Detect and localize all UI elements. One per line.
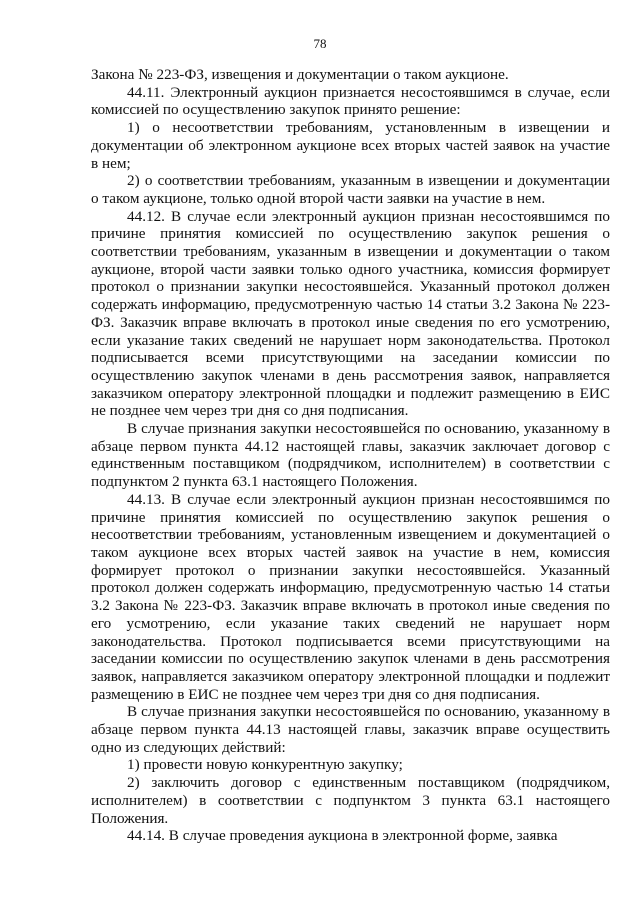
page-number: 78 xyxy=(313,36,327,51)
paragraph: 44.14. В случае проведения аукциона в электронной форме, заявка xyxy=(127,827,558,845)
paragraph: 1) о несоответствии требованиям, установленным в извещении и документации об электронном аукционе всех вторых частей заявок на участие в нем; xyxy=(91,119,610,172)
paragraph: 2) заключить договор с единственным поставщиком (подрядчиком, исполнителем) в соответствии с подпунктом 3 пункта 63.1 настоящего Положения. xyxy=(91,774,610,827)
paragraph: 44.13. В случае если электронный аукцион признан несостоявшимся по причине принятия комиссией по осуществлению закупок решения о несоответствии требованиям, установленным извещением и документацией о таком аукционе всех вторых частей заявок на участие в нем, комиссия формирует протокол о признании закупки несостоявшейся. Указанный протокол должен содержать информацию, предусмотренную частью 14 статьи 3.2 Закона № 223-ФЗ. Заказчик вправе включать в протокол иные сведения по его усмотрению, если указание таких сведений не нарушает норм законодательства. Протокол подписывается всеми присутствующими на заседании комиссии по осуществлению закупок членами в день рассмотрения заявок, направляется заказчиком оператору электронной площадки и подлежит размещению в ЕИС не позднее чем через три дня со дня подписания. xyxy=(91,490,610,703)
paragraph: 2) о соответствии требованиям, указанным в извещении и документации о таком аукционе, только одной второй части заявки на участие в нем. xyxy=(91,172,610,207)
paragraph: В случае признания закупки несостоявшейся по основанию, указанному в абзаце первом пункта 44.13 настоящей главы, заказчик вправе осуществить одно из следующих действий: xyxy=(91,703,610,756)
document-body xyxy=(91,66,610,845)
paragraph: Закона № 223-ФЗ, извещения и документации о таком аукционе. xyxy=(91,66,509,83)
paragraph: 44.12. В случае если электронный аукцион признан несостоявшимся по причине принятия комиссией по осуществлению закупок решения о соответствии требованиям, указанным в извещении и документации о таком аукционе, второй части заявки только одного участника, комиссия формирует протокол о признании закупки несостоявшейся. Указанный протокол должен содержать информацию, предусмотренную частью 14 статьи 3.2 Закона № 223-ФЗ. Заказчик вправе включать в протокол иные сведения по его усмотрению, если указание таких сведений не нарушает норм законодательства. Протокол подписывается всеми присутствующими на заседании комиссии по осуществлению закупок членами в день рассмотрения заявок, направляется заказчиком оператору электронной площадки и подлежит размещению в ЕИС не позднее чем через три дня со дня подписания. xyxy=(91,207,610,420)
paragraph: 1) провести новую конкурентную закупку; xyxy=(127,756,403,774)
paragraph: В случае признания закупки несостоявшейся по основанию, указанному в абзаце первом пункта 44.12 настоящей главы, заказчик заключает договор с единственным поставщиком (подрядчиком, исполнителем) в соответствии с подпунктом 2 пункта 63.1 настоящего Положения. xyxy=(91,420,610,491)
paragraph: 44.11. Электронный аукцион признается несостоявшимся в случае, если комиссией по осуществлению закупок принято решение: xyxy=(91,83,610,119)
